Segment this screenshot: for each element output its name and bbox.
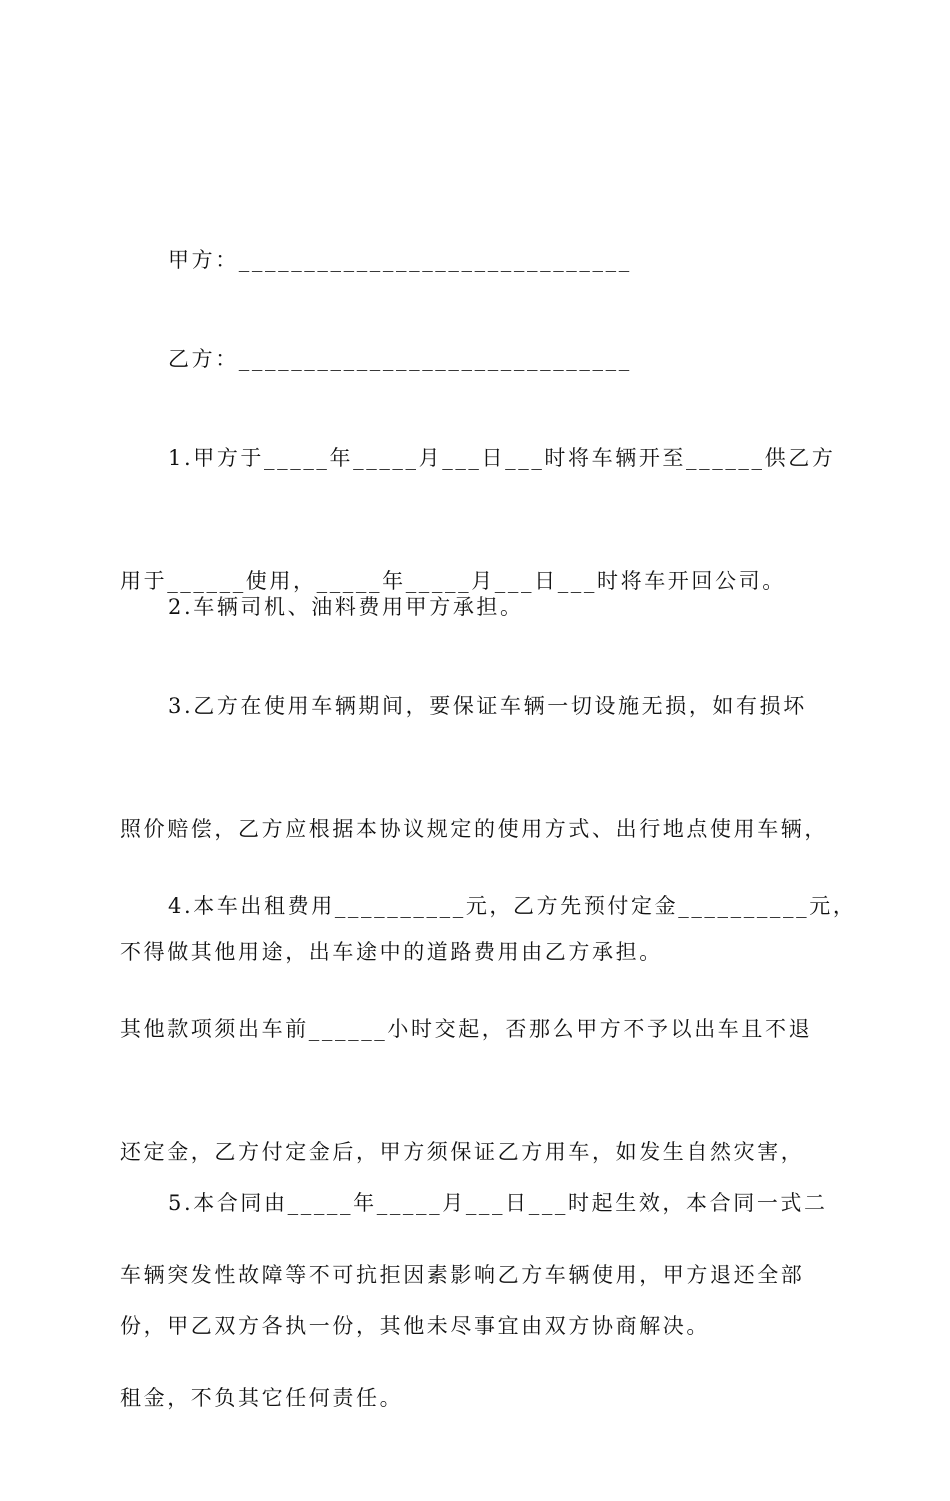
clause-5-line-1: 5.本合同由_____年_____月___日___时起生效，本合同一式二	[168, 1191, 828, 1215]
clause-2-line-1: 2.车辆司机、油料费用甲方承担。	[168, 595, 524, 619]
clause-1-line-1: 1.甲方于_____年_____月___日___时将车辆开至______供乙方	[168, 446, 836, 470]
clause-3-line-2: 照价赔偿，乙方应根据本协议规定的使用方式、出行地点使用车辆，	[120, 817, 828, 841]
party-b-text: 乙方：______________________________	[168, 347, 632, 371]
clause-3-line-3: 不得做其他用途，出车途中的道路费用由乙方承担。	[120, 940, 663, 964]
clause-5-line-2: 份，甲乙双方各执一份，其他未尽事宜由双方协商解决。	[120, 1314, 710, 1338]
clause-4-line-3: 还定金，乙方付定金后，甲方须保证乙方用车，如发生自然灾害，	[120, 1140, 805, 1164]
clause-4-line-2: 其他款项须出车前______小时交起，否那么甲方不予以出车且不退	[120, 1017, 813, 1041]
clause-5	[120, 1101, 840, 1429]
clause-4-line-5: 租金，不负其它任何责任。	[120, 1386, 404, 1410]
clause-1-line-2: 用于______使用，_____年_____月___日___时将车开回公司。	[120, 569, 786, 593]
clause-3-line-1: 3.乙方在使用车辆期间，要保证车辆一切设施无损，如有损坏	[168, 694, 807, 718]
party-a-text: 甲方：______________________________	[168, 248, 632, 272]
clause-4-line-4: 车辆突发性故障等不可抗拒因素影响乙方车辆使用，甲方退还全部	[120, 1263, 805, 1287]
clause-4-line-1: 4.本车出租费用__________元，乙方先预付定金__________元，	[168, 894, 857, 918]
